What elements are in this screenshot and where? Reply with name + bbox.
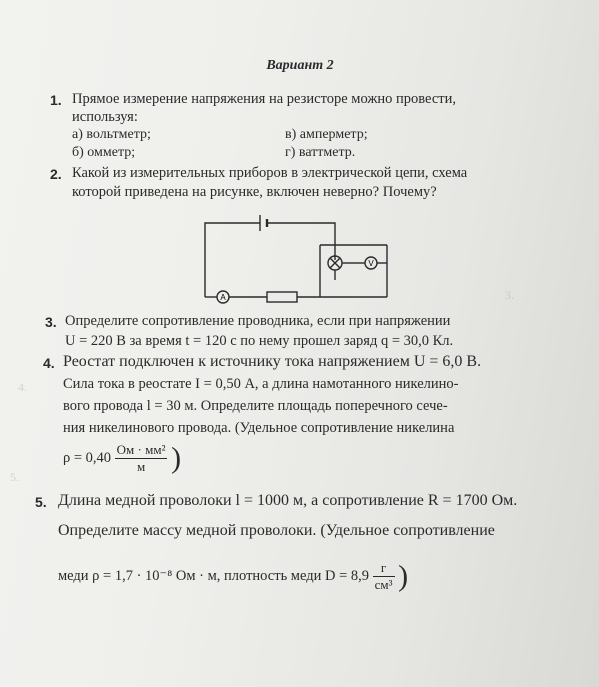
task-5-formula <box>58 560 408 593</box>
task-5-line-2: Определите массу медной проволоки. (Удельное сопротивление <box>58 522 495 539</box>
task-1-line-2: используя: <box>72 109 138 125</box>
closing-parenthesis: ) <box>171 441 182 475</box>
task-3-number: 3. <box>45 314 57 330</box>
task-4-formula <box>63 442 181 475</box>
variant-title: Вариант 2 <box>266 58 334 73</box>
task-5-formula-fraction <box>373 560 395 593</box>
task-5-line-1: Длина медной проволоки l = 1000 м, а сопротивление R = 1700 Ом. <box>58 492 518 509</box>
task-4-formula-prefix: ρ = 0,40 <box>63 449 112 466</box>
task-1-number: 1. <box>50 92 62 108</box>
task-2-number: 2. <box>50 166 62 182</box>
bleed-through-text: 3. <box>505 288 514 302</box>
task-2-line-1: Какой из измерительных приборов в электрической цепи, схема <box>72 165 468 181</box>
task-3-line-2: U = 220 В за время t = 120 с по нему прошел заряд q = 30,0 Кл. <box>65 333 454 349</box>
task-5-formula-numerator: г <box>373 560 395 577</box>
task-1-line-1: Прямое измерение напряжения на резисторе можно провести, <box>72 91 456 107</box>
task-4-formula-denominator: м <box>136 459 146 474</box>
voltmeter-symbol-label: V <box>368 259 374 268</box>
task-4-line-2: Сила тока в реостате I = 0,50 А, а длина намотанного никелино- <box>63 376 459 392</box>
task-4-line-4: ния никелинового провода. (Удельное сопротивление никелина <box>63 420 455 436</box>
task-4-line-1: Реостат подключен к источнику тока напряжением U = 6,0 В. <box>63 353 482 370</box>
task-4-number: 4. <box>43 355 55 371</box>
task-5-formula-denominator: см³ <box>374 577 393 592</box>
bleed-through-text: 5. <box>10 470 19 484</box>
circuit-diagram <box>195 205 395 305</box>
task-5-formula-prefix: меди ρ = 1,7 · 10⁻⁸ Ом · м, плотность меди D = 8,9 <box>58 567 370 584</box>
task-1-option-a: а) вольтметр; <box>72 127 151 142</box>
task-2-line-2: которой приведена на рисунке, включен неверно? Почему? <box>72 184 437 200</box>
task-1-option-c: в) амперметр; <box>285 127 368 142</box>
task-4-formula-fraction <box>115 442 168 475</box>
task-4-line-3: вого провода l = 30 м. Определите площадь поперечного сече- <box>63 398 448 414</box>
task-3-line-1: Определите сопротивление проводника, если при напряжении <box>65 313 451 329</box>
task-1-option-d: г) ваттметр. <box>285 145 356 160</box>
task-5-number: 5. <box>35 494 47 510</box>
ammeter-symbol-label: A <box>220 293 226 302</box>
bleed-through-text: 4. <box>18 380 27 394</box>
closing-parenthesis: ) <box>398 559 409 593</box>
task-1-option-b: б) омметр; <box>72 145 136 160</box>
task-4-formula-numerator: Ом · мм² <box>116 442 166 457</box>
